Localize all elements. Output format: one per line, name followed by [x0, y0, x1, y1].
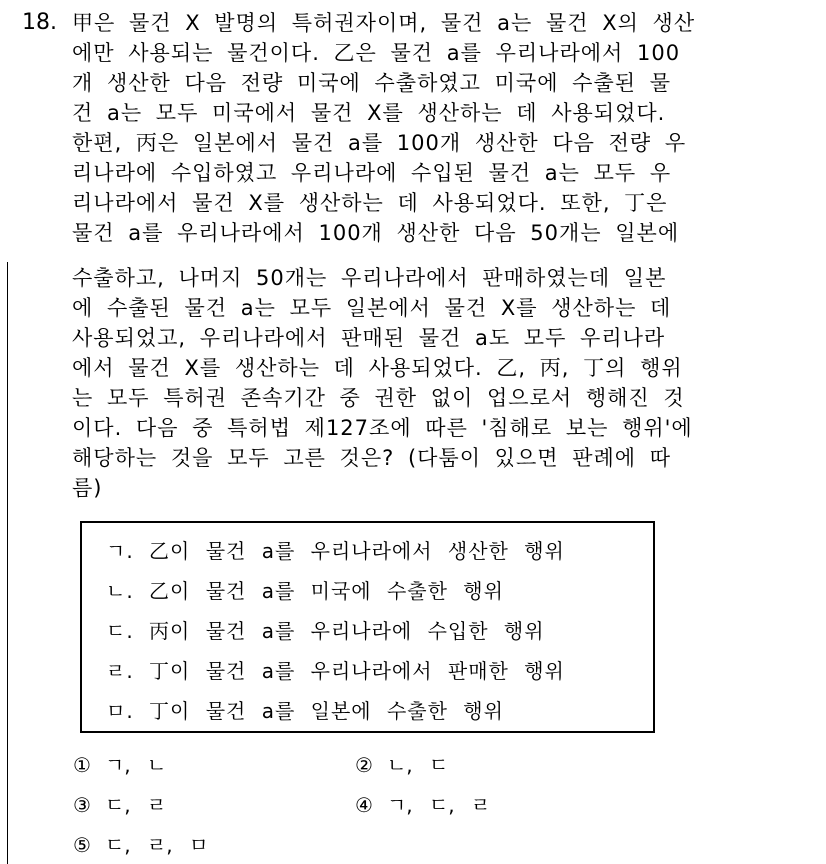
- answer-choice-2[interactable]: [355, 750, 448, 780]
- answer-choices: [73, 750, 773, 864]
- question-line: 름): [72, 476, 103, 500]
- statement-item: ㄱ. 乙이 물건 a를 우리나라에서 생산한 행위: [106, 539, 565, 563]
- column-divider: [7, 262, 8, 864]
- choice-text: ㄷ, ㄹ: [104, 793, 167, 817]
- statement-item: ㄴ. 乙이 물건 a를 미국에 수출한 행위: [106, 579, 504, 603]
- question-line: 에만 사용되는 물건이다. 乙은 물건 a를 우리나라에서 100: [72, 41, 681, 65]
- question-line: 는 모두 특허권 존속기간 중 권한 없이 업으로서 행해진 것: [72, 386, 685, 410]
- question-line: 수출하고, 나머지 50개는 우리나라에서 판매하였는데 일본: [72, 266, 667, 290]
- question-line: 해당하는 것을 모두 고른 것은? (다툼이 있으면 판례에 따: [72, 446, 672, 470]
- question-line: 에서 물건 X를 생산하는 데 사용되었다. 乙, 丙, 丁의 행위: [72, 356, 683, 380]
- answer-choice-4[interactable]: [355, 790, 490, 820]
- question-line: 한편, 丙은 일본에서 물건 a를 100개 생산한 다음 전량 우: [72, 131, 687, 155]
- answer-choice-5[interactable]: [73, 830, 208, 860]
- question-line: 건 a는 모두 미국에서 물건 X를 생산하는 데 사용되었다.: [72, 101, 666, 125]
- question-line: 이다. 다음 중 특허법 제127조에 따른 '침해로 보는 행위'에: [72, 416, 693, 440]
- question-line: 甲은 물건 X 발명의 특허권자이며, 물건 a는 물건 X의 생산: [72, 11, 696, 35]
- choice-number: ③: [73, 793, 91, 817]
- answer-choice-3[interactable]: [73, 790, 166, 820]
- question-paragraph-top: [72, 8, 695, 248]
- statement-item: ㅁ. 丁이 물건 a를 일본에 수출한 행위: [106, 699, 504, 723]
- statement-box: [80, 521, 655, 733]
- choice-number: ④: [355, 793, 373, 817]
- statement-item: ㄹ. 丁이 물건 a를 우리나라에서 판매한 행위: [106, 659, 565, 683]
- choice-number: ⑤: [73, 833, 91, 857]
- question-line: 개 생산한 다음 전량 미국에 수출하였고 미국에 수출된 물: [72, 71, 671, 95]
- choice-number: ②: [355, 753, 373, 777]
- question-number: 18.: [22, 10, 57, 35]
- choice-text: ㄷ, ㄹ, ㅁ: [104, 833, 209, 857]
- question-line: 에 수출된 물건 a는 모두 일본에서 물건 X를 생산하는 데: [72, 296, 672, 320]
- choice-text: ㄱ, ㄴ: [104, 753, 167, 777]
- answer-choice-1[interactable]: [73, 750, 166, 780]
- question-line: 리나라에 수입하였고 우리나라에 수입된 물건 a는 모두 우: [72, 161, 672, 185]
- choice-number: ①: [73, 753, 91, 777]
- statement-list: [106, 531, 565, 731]
- question-line: 사용되었고, 우리나라에서 판매된 물건 a도 모두 우리나라: [72, 326, 666, 350]
- question-paragraph-bottom: [72, 263, 693, 503]
- question-line: 리나라에서 물건 X를 생산하는 데 사용되었다. 또한, 丁은: [72, 191, 668, 215]
- choice-text: ㄱ, ㄷ, ㄹ: [386, 793, 491, 817]
- choice-text: ㄴ, ㄷ: [386, 753, 449, 777]
- question-line: 물건 a를 우리나라에서 100개 생산한 다음 50개는 일본에: [72, 221, 680, 245]
- statement-item: ㄷ. 丙이 물건 a를 우리나라에 수입한 행위: [106, 619, 545, 643]
